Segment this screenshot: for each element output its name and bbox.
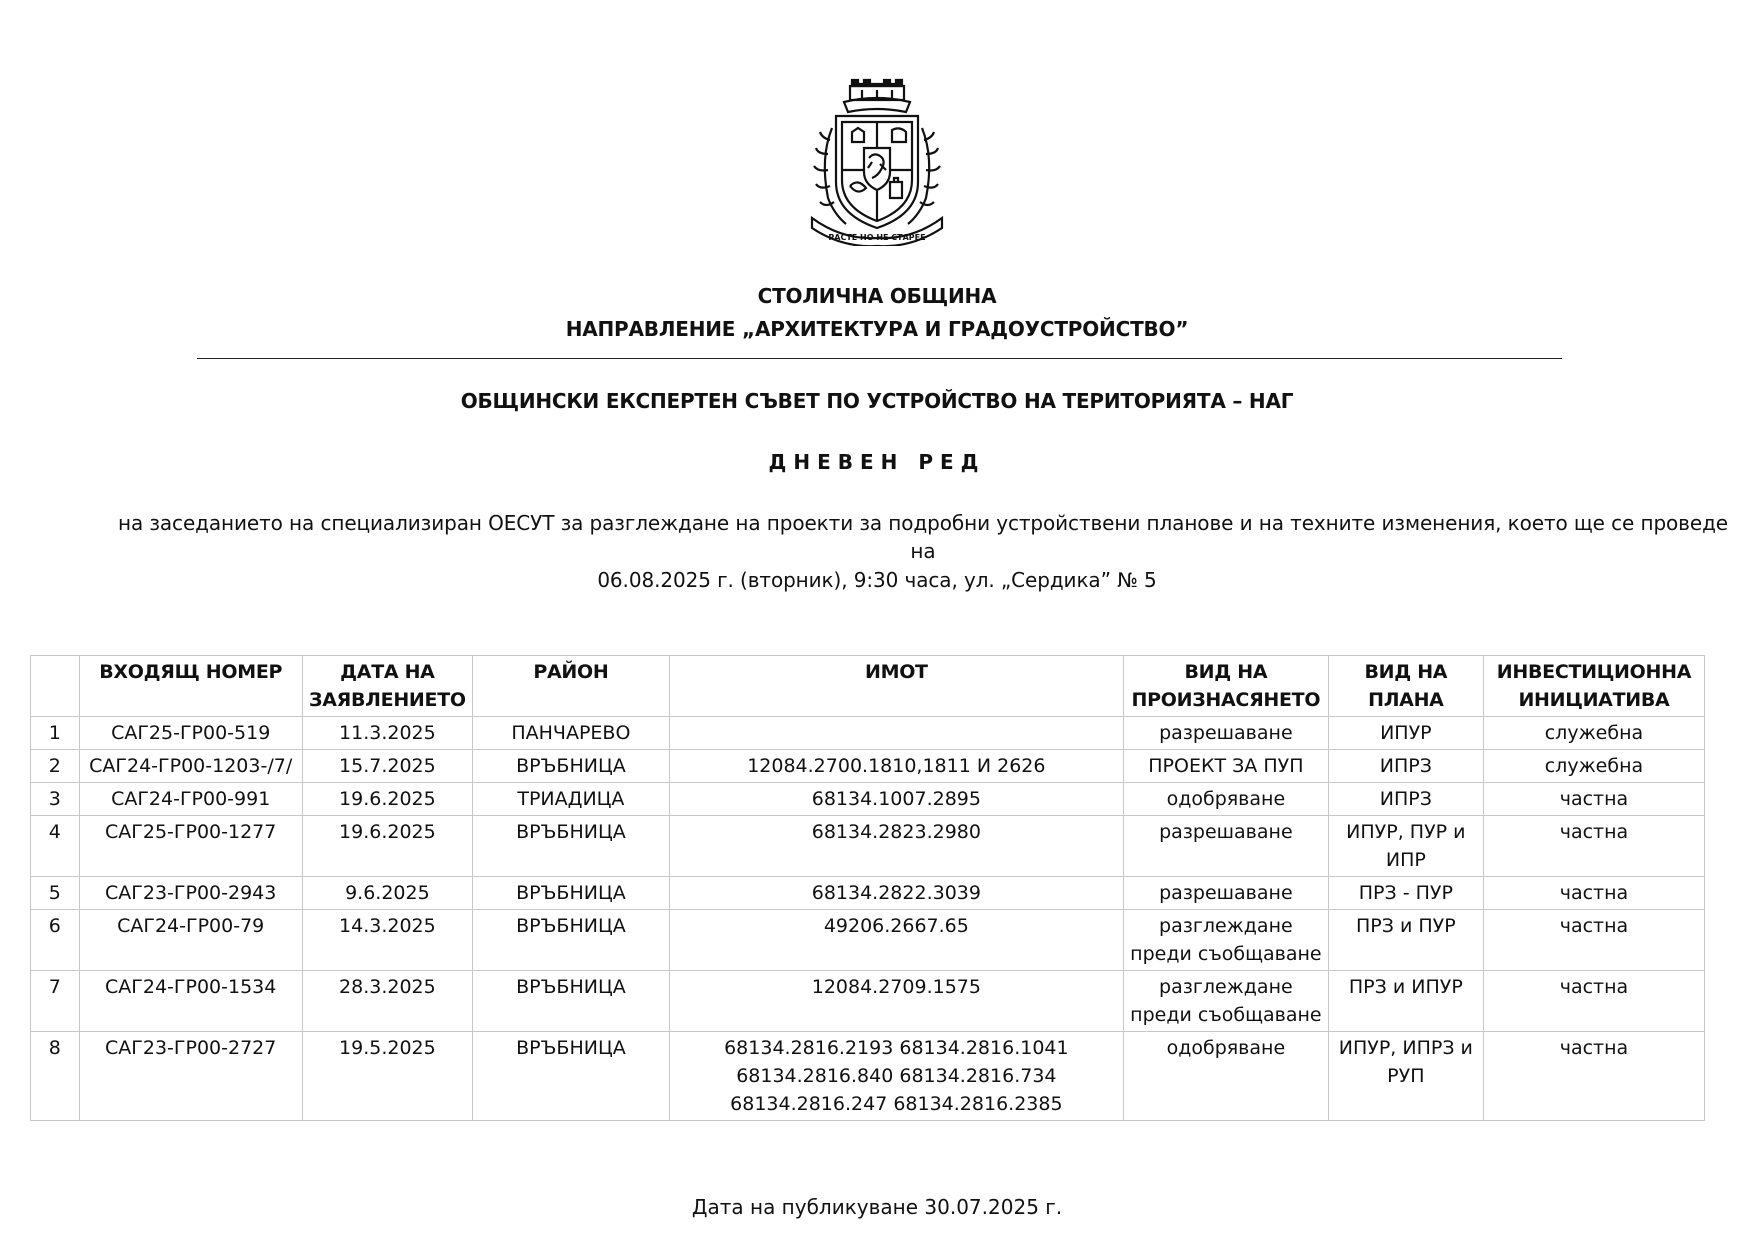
intro-text: на заседанието на специализиран ОЕСУТ за разглеждане на проекти за подробни устройствени планове и на техните изменения, което ще се проведе на [117, 511, 1729, 563]
incoming-number: САГ24-ГР00-991 [79, 783, 302, 816]
application-date: 9.6.2025 [302, 877, 472, 910]
agenda-title: ДНЕВЕН РЕД [768, 450, 986, 474]
svg-text:РАСТЕ НО НЕ СТАРЕЕ: РАСТЕ НО НЕ СТАРЕЕ [828, 233, 926, 242]
district: ПАНЧАРЕВО [473, 717, 670, 750]
table-header-row [31, 656, 1705, 717]
application-date: 15.7.2025 [302, 750, 472, 783]
plan-type: ИПУР [1328, 717, 1483, 750]
incoming-number: САГ24-ГР00-79 [79, 910, 302, 971]
directorate-name: НАПРАВЛЕНИЕ „АРХИТЕКТУРА И ГРАДОУСТРОЙСТВО” [565, 317, 1189, 341]
district: ВРЪБНИЦА [473, 971, 670, 1032]
district: ВРЪБНИЦА [473, 1032, 670, 1121]
table-row [31, 750, 1705, 783]
plan-type: ИПРЗ [1328, 783, 1483, 816]
col-header-property: ИМОТ [669, 656, 1123, 717]
agenda-table [30, 655, 1705, 1121]
application-date: 19.5.2025 [302, 1032, 472, 1121]
application-date: 14.3.2025 [302, 910, 472, 971]
table-row [31, 816, 1705, 877]
incoming-number: САГ24-ГР00-1203-/7/ [79, 750, 302, 783]
council-title: ОБЩИНСКИ ЕКСПЕРТЕН СЪВЕТ ПО УСТРОЙСТВО НА ТЕРИТОРИЯТА – НАГ [460, 389, 1294, 413]
property: 68134.2823.2980 [669, 816, 1123, 877]
property: 12084.2709.1575 [669, 971, 1123, 1032]
header-divider [197, 358, 1562, 359]
plan-type: ИПУР, ПУР и ИПР [1328, 816, 1483, 877]
incoming-number: САГ25-ГР00-519 [79, 717, 302, 750]
meeting-details: 06.08.2025 г. (вторник), 9:30 часа, ул. „Сердика” № 5 [597, 568, 1157, 592]
incoming-number: САГ23-ГР00-2943 [79, 877, 302, 910]
incoming-number: САГ25-ГР00-1277 [79, 816, 302, 877]
property: 68134.2816.2193 68134.2816.1041 68134.2816.840 68134.2816.734 68134.2816.247 68134.2816.2385 [669, 1032, 1123, 1121]
district: ВРЪБНИЦА [473, 816, 670, 877]
investment-initiative: служебна [1483, 750, 1704, 783]
decision-type: разглеждане преди съобщаване [1123, 910, 1328, 971]
decision-type: одобряване [1123, 1032, 1328, 1121]
property: 12084.2700.1810,1811 И 2626 [669, 750, 1123, 783]
sofia-coat-of-arms-logo [802, 78, 952, 246]
property: 68134.2822.3039 [669, 877, 1123, 910]
org-name: СТОЛИЧНА ОБЩИНА [757, 284, 997, 308]
district: ВРЪБНИЦА [473, 877, 670, 910]
col-header-incoming-number: ВХОДЯЩ НОМЕР [79, 656, 302, 717]
row-number: 1 [31, 717, 80, 750]
col-header-district: РАЙОН [473, 656, 670, 717]
investment-initiative: частна [1483, 783, 1704, 816]
publication-date: Дата на публикуване 30.07.2025 г. [691, 1195, 1063, 1219]
application-date: 19.6.2025 [302, 816, 472, 877]
incoming-number: САГ24-ГР00-1534 [79, 971, 302, 1032]
table-row [31, 717, 1705, 750]
property [669, 717, 1123, 750]
application-date: 19.6.2025 [302, 783, 472, 816]
decision-type: разрешаване [1123, 816, 1328, 877]
decision-type: разрешаване [1123, 877, 1328, 910]
table-row [31, 910, 1705, 971]
plan-type: ПРЗ и ИПУР [1328, 971, 1483, 1032]
row-number: 3 [31, 783, 80, 816]
decision-type: одобряване [1123, 783, 1328, 816]
district: ВРЪБНИЦА [473, 750, 670, 783]
investment-initiative: частна [1483, 877, 1704, 910]
district: ВРЪБНИЦА [473, 910, 670, 971]
district: ТРИАДИЦА [473, 783, 670, 816]
application-date: 11.3.2025 [302, 717, 472, 750]
row-number: 6 [31, 910, 80, 971]
plan-type: ИПУР, ИПРЗ и РУП [1328, 1032, 1483, 1121]
col-header-decision-type: ВИД НА ПРОИЗНАСЯНЕТО [1123, 656, 1328, 717]
application-date: 28.3.2025 [302, 971, 472, 1032]
table-row [31, 783, 1705, 816]
decision-type: разрешаване [1123, 717, 1328, 750]
plan-type: ПРЗ - ПУР [1328, 877, 1483, 910]
investment-initiative: служебна [1483, 717, 1704, 750]
decision-type: разглеждане преди съобщаване [1123, 971, 1328, 1032]
col-header-investment-initiative: ИНВЕСТИЦИОННА ИНИЦИАТИВА [1483, 656, 1704, 717]
table-row [31, 877, 1705, 910]
property: 49206.2667.65 [669, 910, 1123, 971]
investment-initiative: частна [1483, 971, 1704, 1032]
decision-type: ПРОЕКТ ЗА ПУП [1123, 750, 1328, 783]
plan-type: ПРЗ и ПУР [1328, 910, 1483, 971]
row-number: 7 [31, 971, 80, 1032]
col-header-number [31, 656, 80, 717]
table-row [31, 971, 1705, 1032]
investment-initiative: частна [1483, 1032, 1704, 1121]
property: 68134.1007.2895 [669, 783, 1123, 816]
table-row [31, 1032, 1705, 1121]
row-number: 4 [31, 816, 80, 877]
row-number: 2 [31, 750, 80, 783]
row-number: 8 [31, 1032, 80, 1121]
row-number: 5 [31, 877, 80, 910]
col-header-application-date: ДАТА НА ЗАЯВЛЕНИЕТО [302, 656, 472, 717]
incoming-number: САГ23-ГР00-2727 [79, 1032, 302, 1121]
col-header-plan-type: ВИД НА ПЛАНА [1328, 656, 1483, 717]
investment-initiative: частна [1483, 910, 1704, 971]
investment-initiative: частна [1483, 816, 1704, 877]
plan-type: ИПРЗ [1328, 750, 1483, 783]
